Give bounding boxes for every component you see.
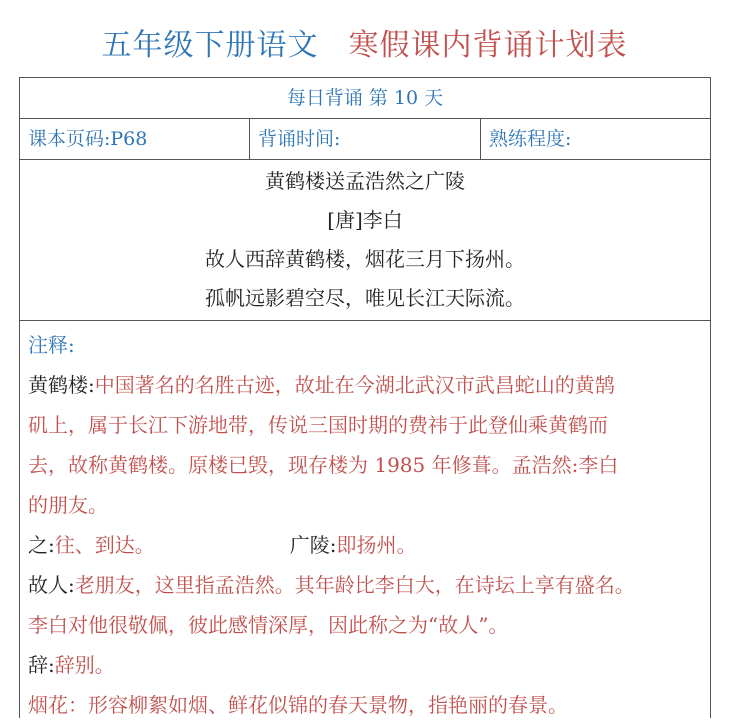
- poem-author: [唐]李白: [327, 208, 403, 232]
- note-item: 之:往、到达。 广陵:即扬州。: [28, 533, 417, 557]
- proficiency-cell: 熟练程度:: [489, 128, 572, 150]
- poem-title: 黄鹤楼送孟浩然之广陵: [265, 169, 465, 193]
- notes-label: 注释:: [28, 333, 75, 357]
- note-item: 辞:辞别。: [28, 653, 115, 677]
- title-plan: 寒假课内背诵计划表: [348, 28, 628, 63]
- note-text-line: 矶上，属于长江下游地带，传说三国时期的费祎于此登仙乘黄鹤而: [28, 413, 608, 437]
- note-text-line: 的朋友。: [28, 493, 108, 517]
- note-text-line: 李白对他很敬佩，彼此感情深厚，因此称之为“故人”。: [28, 613, 509, 637]
- daily-header: 每日背诵 第 10 天: [20, 78, 710, 119]
- poem-block: [20, 160, 710, 321]
- note-text-line: 去，故称黄鹤楼。原楼已毁，现存楼为 1985 年修葺。孟浩然:李白: [28, 453, 619, 477]
- recite-time-cell: 背诵时间:: [250, 119, 481, 159]
- title-grade: 五年级下册语文: [101, 28, 319, 63]
- note-text-line-partial: 烟花：形容柳絮如烟、鲜花似锦的春天景物，指艳丽的春景。: [28, 693, 568, 717]
- notes-block: [20, 321, 710, 725]
- note-item: 黄鹤楼:中国著名的名胜古迹，故址在今湖北武汉市武昌蛇山的黄鹄: [28, 373, 615, 397]
- poem-line: 孤帆远影碧空尽，唯见长江天际流。: [205, 286, 525, 310]
- page-title: [0, 20, 729, 64]
- meta-row: [20, 119, 710, 160]
- poem-line: 故人西辞黄鹤楼，烟花三月下扬州。: [205, 247, 525, 271]
- page-number-cell: 课本页码:P68: [20, 119, 250, 159]
- recitation-table: [19, 77, 711, 718]
- note-item: 故人:老朋友，这里指孟浩然。其年龄比李白大，在诗坛上享有盛名。: [28, 573, 635, 597]
